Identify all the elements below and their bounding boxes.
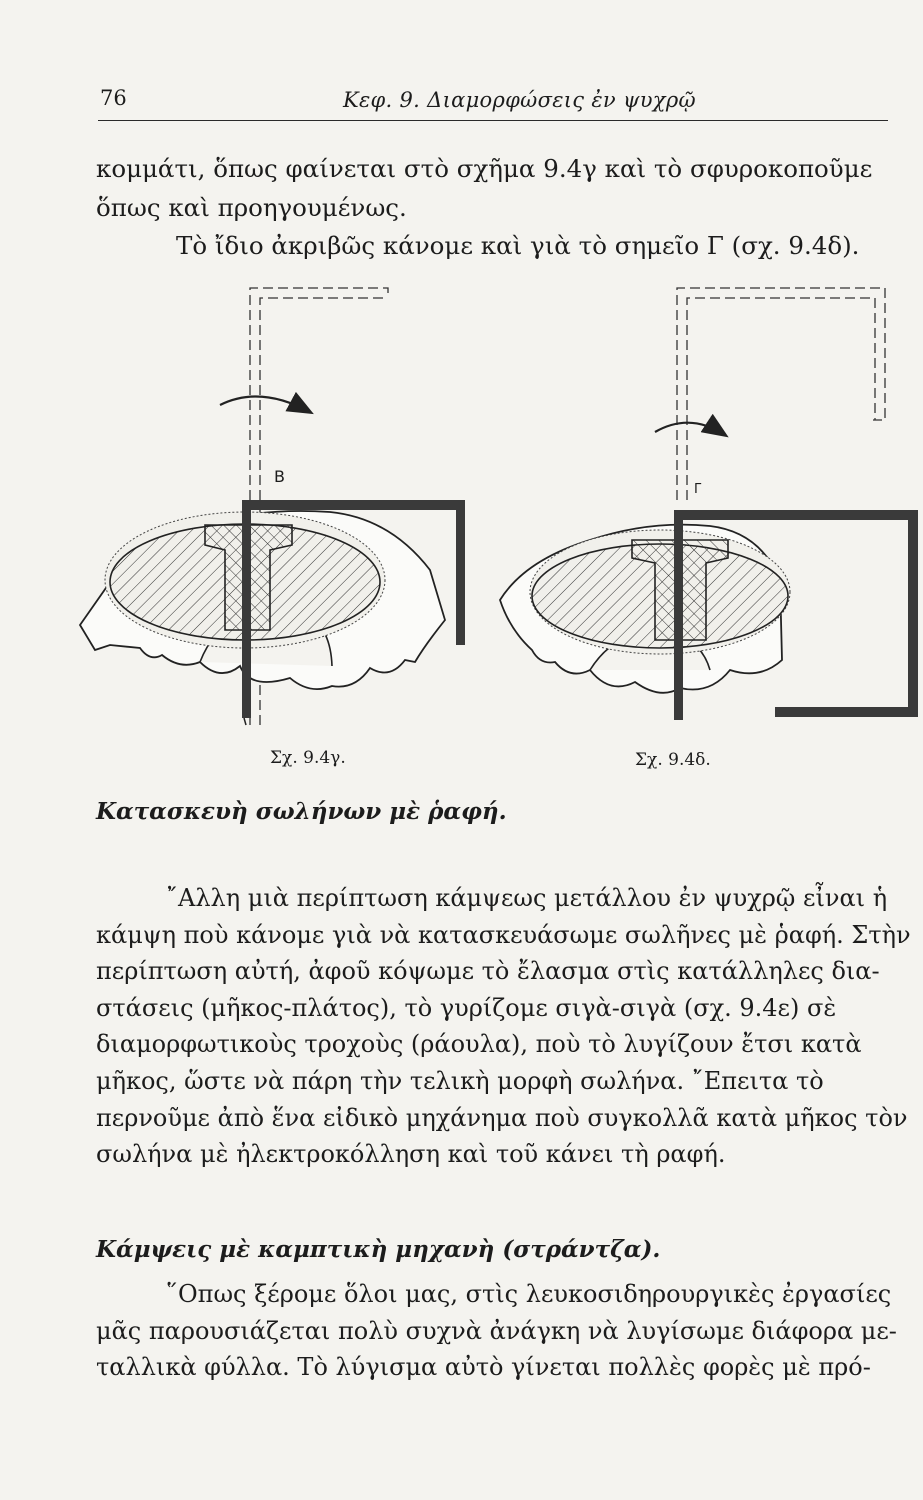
- text-line: μῆκος, ὥστε νὰ πάρη τὴν τελικὴ μορφὴ σωλήνα. ῎Επειτα τὸ: [96, 1066, 824, 1095]
- running-head: Κεφ. 9. Διαμορφώσεις ἐν ψυχρῷ: [343, 88, 696, 112]
- figure-caption-a: Σχ. 9.4γ.: [270, 748, 346, 768]
- text-line: μᾶς παρουσιάζεται πολὺ συχνὰ ἀνάγκη νὰ λυγίσωμε διάφορα με-: [96, 1316, 897, 1345]
- text-line: περνοῦμε ἀπὸ ἕνα εἰδικὸ μηχάνημα ποὺ συγκολλᾶ κατὰ μῆκος τὸν: [96, 1103, 908, 1132]
- text-line: διαμορφωτικοὺς τροχοὺς (ράουλα), ποὺ τὸ λυγίζουν ἔτσι κατὰ: [96, 1030, 862, 1059]
- text-line: ῞Οπως ξέρομε ὅλοι μας, στὶς λευκοσιδηρουργικὲς ἐργασίες: [166, 1280, 892, 1308]
- page-number: 76: [100, 86, 127, 110]
- text-line: κάμψη ποὺ κάνομε γιὰ νὰ κατασκευάσωμε σωλῆνες μὲ ῥαφή. Στὴν: [96, 920, 911, 949]
- figure-9-4d: [500, 288, 918, 720]
- text-line: ταλλικὰ φύλλα. Τὸ λύγισμα αὐτὸ γίνεται πολλὲς φορὲς μὲ πρό-: [96, 1353, 871, 1381]
- figure-caption-b: Σχ. 9.4δ.: [635, 750, 711, 770]
- body-paragraph: [96, 880, 911, 1173]
- figures-area: [70, 270, 923, 800]
- text-line: σωλήνα μὲ ἠλεκτροκόλληση καὶ τοῦ κάνει τὴ ραφή.: [96, 1140, 726, 1169]
- text-line: ὅπως καὶ προηγουμένως.: [96, 192, 407, 222]
- section-heading: Κάμψεις μὲ καμπτικὴ μηχανὴ (στράντζα).: [96, 1236, 661, 1263]
- point-label-g: Γ: [694, 482, 702, 497]
- section-heading: Κατασκευὴ σωλήνων μὲ ῥαφή.: [96, 798, 507, 825]
- text-line: Τὸ ἴδιο ἀκριβῶς κάνομε καὶ γιὰ τὸ σημεῖο Γ (σχ. 9.4δ).: [176, 231, 860, 260]
- page-header: [98, 82, 888, 121]
- text-line: ῎Αλλη μιὰ περίπτωση κάμψεως μετάλλου ἐν ψυχρῷ εἶναι ἡ: [166, 884, 888, 912]
- point-label-b: B: [274, 467, 285, 486]
- text-line: περίπτωση αὐτή, ἀφοῦ κόψωμε τὸ ἔλασμα στὶς κατάλληλες δια-: [96, 957, 880, 986]
- figure-9-4g: [80, 288, 465, 725]
- figure-drawings: [70, 270, 923, 800]
- intro-paragraph: [96, 150, 906, 266]
- body-paragraph: [96, 1276, 906, 1386]
- text-line: στάσεις (μῆκος-πλάτος), τὸ γυρίζομε σιγὰ-σιγὰ (σχ. 9.4ε) σὲ: [96, 993, 837, 1022]
- text-line: κομμάτι, ὅπως φαίνεται στὸ σχῆμα 9.4γ καὶ τὸ σφυροκοποῦμε: [96, 154, 873, 183]
